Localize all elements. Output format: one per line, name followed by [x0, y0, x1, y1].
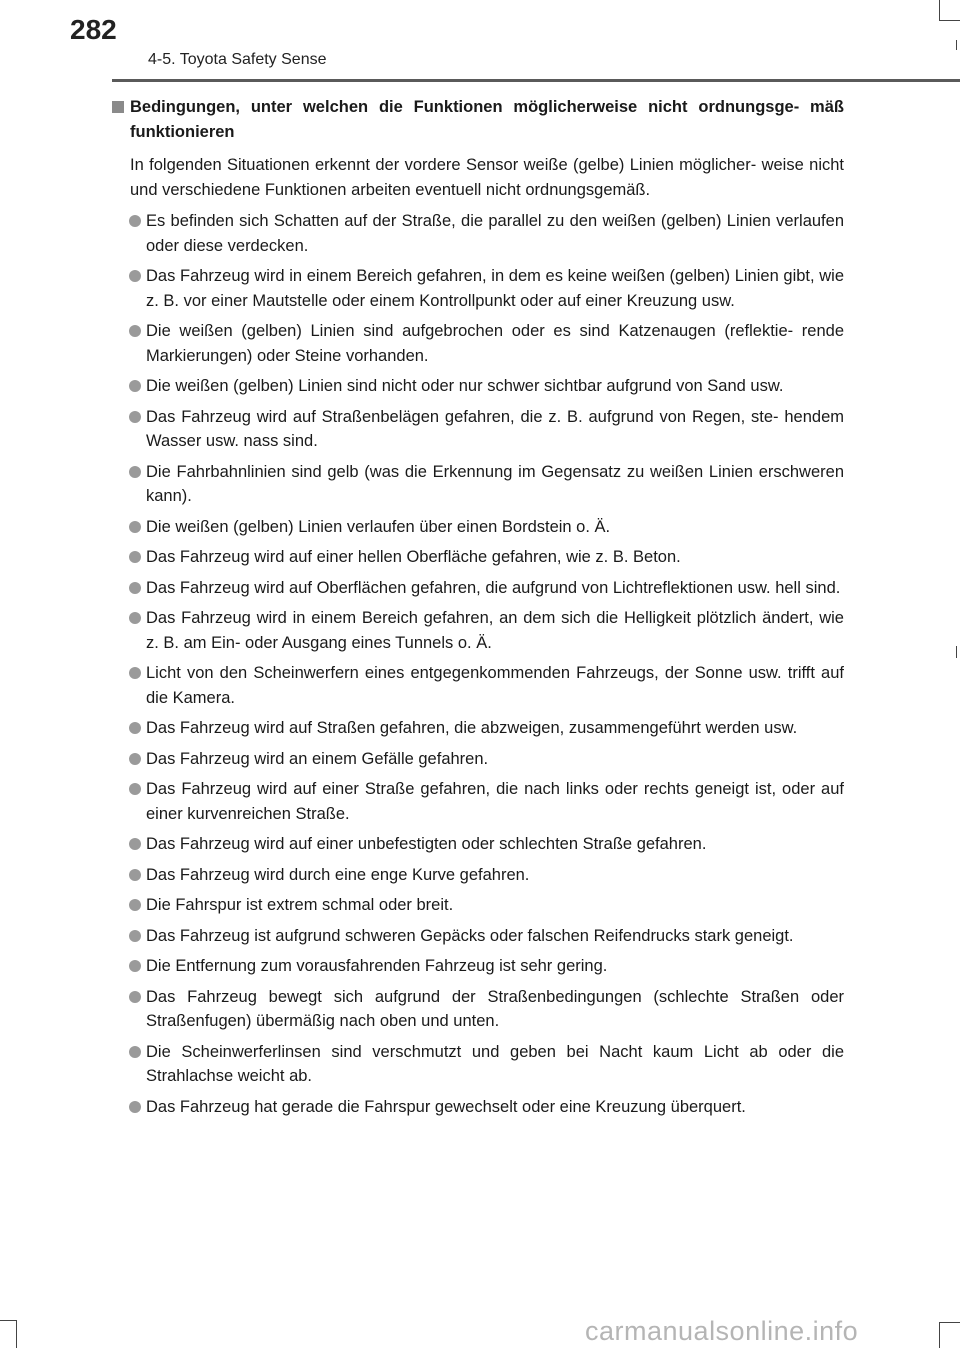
list-item [112, 661, 844, 710]
circle-bullet-icon [129, 930, 141, 942]
list-item [112, 606, 844, 655]
section-heading-text: Bedingungen, unter welchen die Funktionen möglicherweise nicht ordnungsge- mäß funktionieren [130, 98, 844, 141]
section-intro: In folgenden Situationen erkennt der vordere Sensor weiße (gelbe) Linien möglicher- weise nicht und verschiedene Funktionen arbeiten eventuell nicht ordnungsgemäß. [130, 156, 844, 199]
crop-mark [16, 1320, 17, 1348]
circle-bullet-icon [129, 270, 141, 282]
page-header [0, 0, 960, 82]
list-item [112, 460, 844, 509]
list-item [112, 515, 844, 540]
list-item-text: Das Fahrzeug wird in einem Bereich gefahren, in dem es keine weißen (gelben) Linien gibt, wie z. B. vor einer Mautstelle oder einem Kontrollpunkt oder auf einer Kreuzung usw. [146, 267, 844, 310]
circle-bullet-icon [129, 1046, 141, 1058]
crop-mark [956, 646, 957, 658]
circle-bullet-icon [129, 582, 141, 594]
list-item [112, 893, 844, 918]
circle-bullet-icon [129, 722, 141, 734]
list-item-text: Licht von den Scheinwerfern eines entgegenkommenden Fahrzeugs, der Sonne usw. trifft auf die Kamera. [146, 664, 844, 707]
circle-bullet-icon [129, 899, 141, 911]
crop-mark [0, 1320, 16, 1321]
list-item-text: Die Scheinwerferlinsen sind verschmutzt und geben bei Nacht kaum Licht ab oder die Strahlachse weicht ab. [146, 1042, 844, 1085]
list-item-text: Das Fahrzeug hat gerade die Fahrspur gewechselt oder eine Kreuzung überquert. [146, 1097, 746, 1116]
condition-list [112, 209, 844, 1119]
list-item [112, 863, 844, 888]
list-item [112, 1040, 844, 1089]
page-content [112, 95, 844, 1125]
list-item [112, 374, 844, 399]
crop-mark [939, 1322, 960, 1323]
circle-bullet-icon [129, 325, 141, 337]
list-item-text: Es befinden sich Schatten auf der Straße, die parallel zu den weißen (gelben) Linien verlaufen oder diese verdecken. [146, 212, 844, 255]
list-item-text: Das Fahrzeug ist aufgrund schweren Gepäcks oder falschen Reifendrucks stark geneigt. [146, 926, 794, 945]
circle-bullet-icon [129, 551, 141, 563]
list-item [112, 716, 844, 741]
circle-bullet-icon [129, 753, 141, 765]
circle-bullet-icon [129, 869, 141, 881]
list-item-text: Das Fahrzeug wird an einem Gefälle gefahren. [146, 749, 489, 768]
list-item [112, 924, 844, 949]
header-rule [112, 79, 960, 82]
list-item-text: Das Fahrzeug wird in einem Bereich gefahren, an dem sich die Helligkeit plötzlich ändert, wie z. B. am Ein- oder Ausgang eines Tunnels o. Ä. [146, 609, 844, 652]
list-item-text: Das Fahrzeug wird auf Oberflächen gefahren, die aufgrund von Lichtreflektionen usw. hell sind. [146, 578, 841, 597]
list-item-text: Die weißen (gelben) Linien sind aufgebrochen oder es sind Katzenaugen (reflektie- rende Markierungen) oder Steine vorhanden. [146, 322, 844, 365]
list-item-text: Das Fahrzeug wird auf einer hellen Oberfläche gefahren, wie z. B. Beton. [146, 548, 681, 566]
list-item [112, 1095, 844, 1120]
list-item [112, 747, 844, 772]
list-item [112, 954, 844, 979]
circle-bullet-icon [129, 466, 141, 478]
list-item-text: Die Fahrbahnlinien sind gelb (was die Erkennung im Gegensatz zu weißen Linien erschweren kann). [146, 462, 844, 505]
list-item [112, 985, 844, 1034]
crop-mark [939, 1322, 940, 1348]
list-item [112, 576, 844, 601]
circle-bullet-icon [129, 838, 141, 850]
list-item-text: Das Fahrzeug wird auf einer unbefestigten oder schlechten Straße gefahren. [146, 835, 707, 853]
circle-bullet-icon [129, 783, 141, 795]
list-item [112, 319, 844, 368]
circle-bullet-icon [129, 521, 141, 533]
square-bullet-icon [112, 101, 124, 113]
list-item-text: Das Fahrzeug wird auf Straßenbelägen gefahren, die z. B. aufgrund von Regen, ste- hendem Wasser usw. nass sind. [146, 407, 844, 450]
circle-bullet-icon [129, 991, 141, 1003]
list-item [112, 832, 844, 857]
list-item-text: Die Entfernung zum vorausfahrenden Fahrzeug ist sehr gering. [146, 957, 608, 975]
watermark-link[interactable]: carmanualsonline.info [585, 1316, 859, 1346]
list-item-text: Die weißen (gelben) Linien sind nicht oder nur schwer sichtbar aufgrund von Sand usw. [146, 377, 784, 395]
circle-bullet-icon [129, 380, 141, 392]
list-item-text: Das Fahrzeug wird auf Straßen gefahren, die abzweigen, zusammengeführt werden usw. [146, 719, 798, 737]
circle-bullet-icon [129, 667, 141, 679]
page-number: 282 [70, 14, 117, 45]
list-item-text: Die weißen (gelben) Linien verlaufen über einen Bordstein o. Ä. [146, 517, 611, 536]
section-heading [112, 95, 844, 144]
list-item-text: Die Fahrspur ist extrem schmal oder breit. [146, 896, 454, 914]
list-item-text: Das Fahrzeug bewegt sich aufgrund der Straßenbedingungen (schlechte Straßen oder Straßenfugen) übermäßig nach oben und unten. [146, 987, 844, 1030]
list-item [112, 777, 844, 826]
circle-bullet-icon [129, 215, 141, 227]
list-item [112, 264, 844, 313]
circle-bullet-icon [129, 960, 141, 972]
list-item-text: Das Fahrzeug wird durch eine enge Kurve gefahren. [146, 865, 530, 884]
list-item [112, 405, 844, 454]
circle-bullet-icon [129, 411, 141, 423]
list-item [112, 545, 844, 570]
circle-bullet-icon [129, 1101, 141, 1113]
list-item-text: Das Fahrzeug wird auf einer Straße gefahren, die nach links oder rechts geneigt ist, oder auf einer kurvenreichen Straße. [146, 780, 844, 823]
chapter-title: 4-5. Toyota Safety Sense [148, 51, 327, 68]
list-item [112, 209, 844, 258]
circle-bullet-icon [129, 612, 141, 624]
